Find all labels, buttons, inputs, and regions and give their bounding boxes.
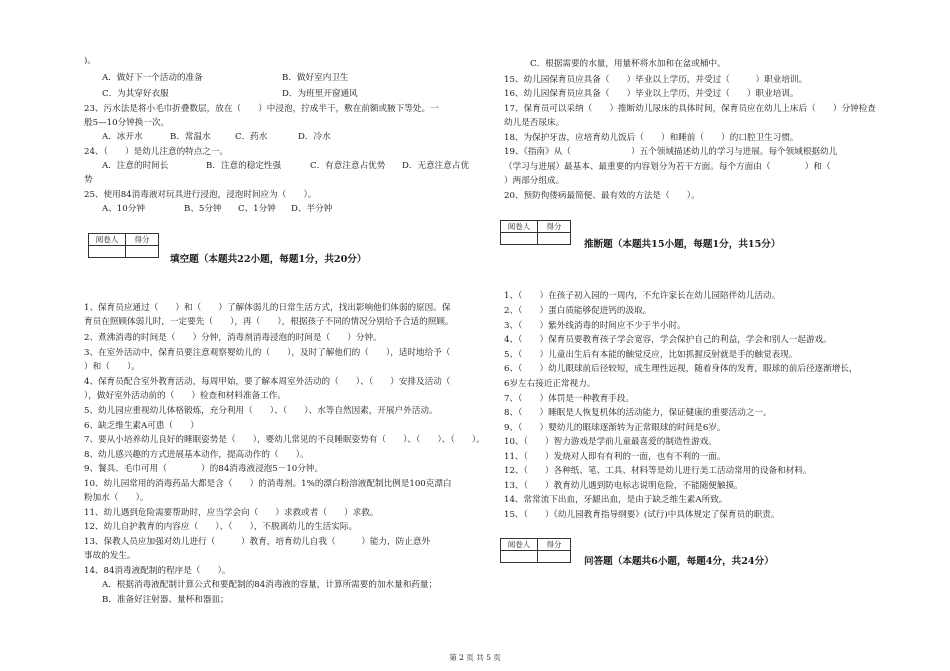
fill-line: 5、幼儿园应重视幼儿体格锻炼，充分利用（ ）、（ ）、水等自然因素，开展户外活动。 xyxy=(84,406,438,416)
q23-option-b: B．常温水 xyxy=(170,132,211,142)
score-box xyxy=(500,538,571,563)
score-box xyxy=(88,233,159,258)
fill-section-title: 填空题（本题共22小题，每题1分，共20分） xyxy=(170,254,367,265)
right-line: （学习与进展）最基本、最重要的内容划分为若干方面。每个方面由（ ）和（ xyxy=(504,162,831,172)
right-line: 20、预防佝偻病最简便、最有效的方法是（ ）。 xyxy=(504,191,700,201)
judge-line: 14、常常流下出血，牙龈出血，是由于缺乏维生素A所致。 xyxy=(504,495,728,505)
q24-option-b: B．注意的稳定性强 xyxy=(206,161,282,171)
fill-line: ），做好室外活动前的（ ）检查和材料准备工作。 xyxy=(84,391,286,401)
judge-line: 11、（ ）发烧对人即有有利的一面，也有不利的一面。 xyxy=(504,452,726,462)
judge-line: 4、（ ）保育员要教育孩子学会宽容，学会保护自己的利益，学会和别人一起游戏。 xyxy=(504,335,832,345)
score-cell[interactable] xyxy=(538,233,571,245)
q23-option-c: C．药水 xyxy=(235,132,268,142)
right-line: ）两部分组成。 xyxy=(504,176,565,186)
judge-line: 9、（ ）婴幼儿的眼球逐渐转为正常眼球的时间是6岁。 xyxy=(504,423,726,433)
fill-line: 11、幼儿遇到危险需要帮助时，应当学会向（ ）求救或者（ ）求救。 xyxy=(84,508,379,518)
q24-line1: 24、（ ）是幼儿注意的特点之一。 xyxy=(84,147,229,157)
reviewer-cell[interactable] xyxy=(89,246,126,258)
q24-option-a: A．注意的时间长 xyxy=(102,161,169,171)
reviewer-cell[interactable] xyxy=(501,233,538,245)
page-footer: 第 2 页 共 5 页 xyxy=(449,653,501,662)
q25-line: 25、使用84消毒液对玩具进行浸泡，浸泡时间应为（ ）。 xyxy=(84,190,317,200)
fill-line: 10、幼儿园常用的消毒药品大都是含（ ）的消毒剂。1%的漂白粉溶液配制比例是100克漂白 xyxy=(84,479,452,489)
fill-line: 8、幼儿感兴趣的方式进展基本动作，提高动作的（ ）。 xyxy=(84,450,309,460)
judge-line: 3、（ ）紫外线消毒的时间应不少于半小时。 xyxy=(504,321,686,331)
q24-line2: 势 xyxy=(84,175,93,185)
fill-line: 7、要从小培养幼儿良好的睡眠姿势是（ ），婴幼儿常见的不良睡眠姿势有（ ）、（ ）、（ ）。 xyxy=(84,435,485,445)
score-label: 得分 xyxy=(538,221,571,233)
q24-option-c: C．有意注意占优势 xyxy=(310,161,386,171)
judge-line: 15、（ ）《幼儿园教育指导纲要》(试行)中具体规定了保育员的职责。 xyxy=(504,510,780,520)
q22-option-d: D．为班里开窗通风 xyxy=(282,89,358,99)
q25-option-a: A、10分钟 xyxy=(102,204,145,214)
judge-line: 10、（ ）智力游戏是学前儿童最喜爱的制造性游戏。 xyxy=(504,437,717,447)
q23-option-d: D．冷水 xyxy=(298,132,331,142)
judge-line: 6、（ ）幼儿眼球前后径较短，成生理性远视，随着身体的发育，眼球的前后径逐渐增长， xyxy=(504,364,858,374)
judge-line: 2、（ ）蛋白质能够促进钙的汲取。 xyxy=(504,306,652,316)
reviewer-label: 阅卷人 xyxy=(89,234,126,246)
right-line: 16、幼儿园保育员应具备（ ）毕业以上学历，并受过（ ）职业培训。 xyxy=(504,89,799,99)
fill-line: 12、幼儿自护教育的内容应（ ）、（ ），不脱离幼儿的生活实际。 xyxy=(84,522,358,532)
q23-option-a: A．冰开水 xyxy=(102,132,143,142)
reviewer-cell[interactable] xyxy=(501,551,538,563)
q22-option-a: A．做好下一个活动的准备 xyxy=(102,73,203,83)
fill-line: 粉加水（ ）。 xyxy=(84,493,149,503)
fill-line: 3、在室外活动中，保育员要注意观察婴幼儿的（ ），及时了解他们的（ ），适时地给予（ xyxy=(84,348,451,358)
judge-line: 7、（ ）体罚是一种教育手段。 xyxy=(504,394,635,404)
fill-line: 14、84消毒液配制的程序是（ ）。 xyxy=(84,566,231,576)
qa-section-title: 问答题（本题共6小题，每题4分，共24分） xyxy=(584,556,774,567)
fill-line: ）和（ ）。 xyxy=(84,362,140,372)
fill-line: B．准备好注射器、量杯和器皿； xyxy=(102,595,229,605)
reviewer-label: 阅卷人 xyxy=(501,539,538,551)
score-label: 得分 xyxy=(538,539,571,551)
score-label: 得分 xyxy=(126,234,159,246)
q22-option-c: C．为其穿好衣服 xyxy=(102,89,169,99)
judge-line: 6岁左右接近正常视力。 xyxy=(504,379,596,389)
judge-line: 13、（ ）教育幼儿遇到防电标志说明危险，不能随便触摸。 xyxy=(504,481,743,491)
score-box xyxy=(500,220,571,245)
fill-line: 6、缺乏维生素A可患（ ） xyxy=(84,421,199,431)
judge-line: 5、（ ）儿童出生后有本能的触觉反应，比如抓握反射就是手的触觉表现。 xyxy=(504,350,798,360)
fill-line: A．根据消毒液配制计算公式和要配制的84消毒液的容量，计算所需要的加水量和药量； xyxy=(102,580,438,590)
right-line: 19、《指南》从（ ）五个领域描述幼儿的学习与进展。每个领域根据幼儿 xyxy=(504,147,838,157)
judge-line: 12、（ ）各种纸、笔、工具、材料等是幼儿进行美工活动常用的设备和材料。 xyxy=(504,466,812,476)
right-line: 18、为保护牙齿，应培育幼儿饭后（ ）和睡前（ ）的口腔卫生习惯。 xyxy=(504,133,799,143)
right-line: 15、幼儿园保育员应具备（ ）毕业以上学历，并受过（ ）职业培训。 xyxy=(504,75,808,85)
q23-line2: 般5—10分钟换一次。 xyxy=(84,118,170,128)
fill-line: 事故的发生。 xyxy=(84,551,136,561)
reviewer-label: 阅卷人 xyxy=(501,221,538,233)
score-cell[interactable] xyxy=(126,246,159,258)
judge-section-title: 推断题（本题共15小题，每题1分，共15分） xyxy=(584,239,781,250)
q25-option-c: C、1分钟 xyxy=(238,204,276,214)
fill-line: 1、保育员应通过（ ）和（ ）了解体弱儿的日常生活方式，找出影响他们体弱的原因。保 xyxy=(84,303,451,313)
fill-line: 育员在照顾体弱儿时，一定要先（ ），再（ ），根据孩子不同的情况分别给予合适的照顾。 xyxy=(84,317,454,327)
q25-option-b: B、5分钟 xyxy=(184,204,222,214)
fill-line: 9、餐具、毛巾可用（ ）的84消毒液浸泡5－10分钟。 xyxy=(84,464,324,474)
q25-option-d: D、半分钟 xyxy=(291,204,333,214)
right-line: 17、保育员可以采纳（ ）推断幼儿尿床的具体时间，保育员应在幼儿上床后（ ）分钟检查 xyxy=(504,104,876,114)
fill-line: 13、保教人员应加强对幼儿进行（ ）教育，培育幼儿自我（ ）能力，防止意外 xyxy=(84,537,431,547)
fill-line: 4、保育员配合室外教育活动，每周甲始，要了解本周室外活动的（ ）、（ ）安排及活动（ xyxy=(84,377,451,387)
q22-tail: )。 xyxy=(84,56,96,66)
q23-line1: 23、污水法是将小毛巾折叠数层，放在（ ）中浸泡，拧成半干，敷在前额或腋下等处。一 xyxy=(84,104,439,114)
right-line: 幼儿是否尿床。 xyxy=(504,118,565,128)
score-cell[interactable] xyxy=(538,551,571,563)
right-line: C．根据需要的水量，用量杯将水加和在盆或桶中。 xyxy=(530,59,726,69)
q24-option-d: D．无意注意占优 xyxy=(402,161,470,171)
fill-line: 2、煮沸消毒的时间是（ ）分钟，消毒剂消毒浸泡的时间是（ ）分钟。 xyxy=(84,333,382,343)
q22-option-b: B．做好室内卫生 xyxy=(282,73,349,83)
judge-line: 1、（ ）在孩子初入园的一周内，不允许家长在幼儿园陪伴幼儿活动。 xyxy=(504,291,781,301)
judge-line: 8、（ ）睡眠是人恢复机体的活动能力，保证健康的重要活动之一。 xyxy=(504,408,772,418)
